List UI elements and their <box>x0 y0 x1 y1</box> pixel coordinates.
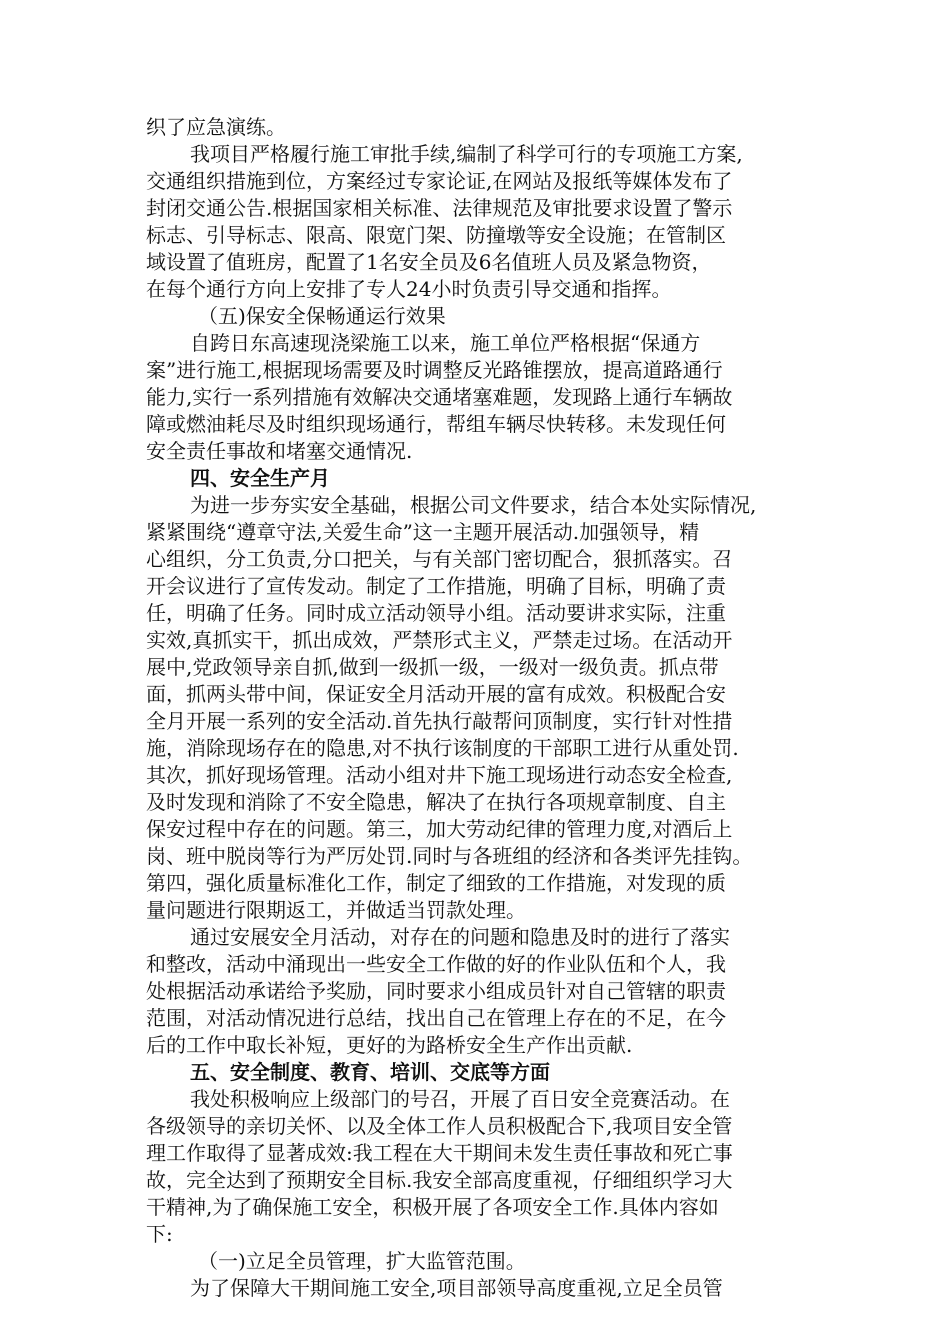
text-line: 五、安全制度、教育、培训、交底等方面 <box>190 1060 550 1084</box>
subsection-heading <box>146 303 814 330</box>
text-line: 故，完全达到了预期安全目标.我安全部高度重视，仔细组织学习大 <box>146 1168 733 1192</box>
subsection-heading <box>146 1248 814 1275</box>
text-line: 安全责任事故和堵塞交通情况. <box>146 439 413 463</box>
text-line: 施，消除现场存在的隐患,对不执行该制度的干部职工进行从重处罚. <box>146 736 739 760</box>
text-line: 下: <box>146 1222 173 1246</box>
text-line: 心组织，分工负责,分口把关，与有关部门密切配合，狠抓落实。召 <box>146 547 733 571</box>
text-line: 及时发现和消除了不安全隐患，解决了在执行各项规章制度、自主 <box>146 790 726 814</box>
text-line: 通过安展安全月活动，对存在的问题和隐患及时的进行了落实 <box>190 925 730 949</box>
text-line: 面，抓两头带中间，保证安全月活动开展的富有成效。积极配合安 <box>146 682 726 706</box>
paragraph <box>146 1275 814 1302</box>
paragraph <box>146 330 814 465</box>
text-line: 为了保障大干期间施工安全,项目部领导高度重视,立足全员管 <box>190 1276 723 1300</box>
paragraph <box>146 492 814 924</box>
text-line: 四、安全生产月 <box>190 466 330 490</box>
text-line: 障或燃油耗尽及时组织现场通行，帮组车辆尽快转移。未发现任何 <box>146 412 726 436</box>
text-line: 理工作取得了显著成效:我工程在大干期间未发生责任事故和死亡事 <box>146 1141 733 1165</box>
text-line: 量问题进行限期返工，并做适当罚款处理。 <box>146 898 526 922</box>
paragraph <box>146 924 814 1059</box>
text-line: 织了应急演练。 <box>146 115 286 139</box>
text-line: 全月开展一系列的安全活动.首先执行敲帮问顶制度，实行针对性措 <box>146 709 733 733</box>
text-line: 保安过程中存在的问题。第三，加大劳动纪律的管理力度,对酒后上 <box>146 817 733 841</box>
text-line: 交通组织措施到位，方案经过专家论证,在网站及报纸等媒体发布了 <box>146 169 733 193</box>
text-line: 能力,实行一系列措施有效解决交通堵塞难题，发现路上通行车辆故 <box>146 385 733 409</box>
text-line: 处根据活动承诺给予奖励，同时要求小组成员针对自己管辖的职责 <box>146 979 726 1003</box>
text-line: 案”进行施工,根据现场需要及时调整反光路锥摆放，提高道路通行 <box>146 358 723 382</box>
text-line: 域设置了值班房，配置了1名安全员及6名值班人员及紧急物资， <box>146 250 712 274</box>
text-line: 在每个通行方向上安排了专人24小时负责引导交通和指挥。 <box>146 277 672 301</box>
text-line: 范围，对活动情况进行总结，找出自己在管理上存在的不足，在今 <box>146 1006 726 1030</box>
text-line: 第四，强化质量标准化工作，制定了细致的工作措施，对发现的质 <box>146 871 726 895</box>
text-line: 开会议进行了宣传发动。制定了工作措施，明确了目标，明确了责 <box>146 574 726 598</box>
paragraph <box>146 114 814 141</box>
text-line: 实效,真抓实干，抓出成效，严禁形式主义，严禁走过场。在活动开 <box>146 628 733 652</box>
text-line: 岗、班中脱岗等行为严厉处罚.同时与各班组的经济和各类评先挂钩。 <box>146 844 753 868</box>
text-line: 各级领导的亲切关怀、以及全体工作人员积极配合下,我项目安全管 <box>146 1114 733 1138</box>
text-line: 后的工作中取长补短，更好的为路桥安全生产作出贡献. <box>146 1033 633 1057</box>
text-line: 紧紧围绕“遵章守法,关爱生命”这一主题开展活动.加强领导，精 <box>146 520 700 544</box>
section-heading <box>146 465 814 492</box>
text-line: 标志、引导标志、限高、限宽门架、防撞墩等安全设施；在管制区 <box>146 223 726 247</box>
text-line: 我处积极响应上级部门的号召，开展了百日安全竞赛活动。在 <box>190 1087 730 1111</box>
text-line: 自跨日东高速现浇梁施工以来，施工单位严格根据“保通方 <box>190 331 701 355</box>
paragraph <box>146 141 814 303</box>
text-line: 任，明确了任务。同时成立活动领导小组。活动要讲求实际，注重 <box>146 601 726 625</box>
text-line: 其次，抓好现场管理。活动小组对井下施工现场进行动态安全检查, <box>146 763 733 787</box>
document-page <box>146 114 814 1302</box>
text-line: 我项目严格履行施工审批手续,编制了科学可行的专项施工方案, <box>190 142 743 166</box>
text-line: 封闭交通公告.根据国家相关标准、法律规范及审批要求设置了警示 <box>146 196 733 220</box>
text-line: 干精神,为了确保施工安全，积极开展了各项安全工作.具体内容如 <box>146 1195 719 1219</box>
paragraph <box>146 1086 814 1248</box>
text-line: 和整改，活动中涌现出一些安全工作做的好的作业队伍和个人，我 <box>146 952 726 976</box>
text-line: （五)保安全保畅通运行效果 <box>198 304 446 328</box>
text-line: （一)立足全员管理，扩大监管范围。 <box>198 1249 526 1273</box>
text-line: 为进一步夯实安全基础，根据公司文件要求，结合本处实际情况, <box>190 493 757 517</box>
section-heading <box>146 1059 814 1086</box>
text-line: 展中,党政领导亲自抓,做到一级抓一级，一级对一级负责。抓点带 <box>146 655 719 679</box>
